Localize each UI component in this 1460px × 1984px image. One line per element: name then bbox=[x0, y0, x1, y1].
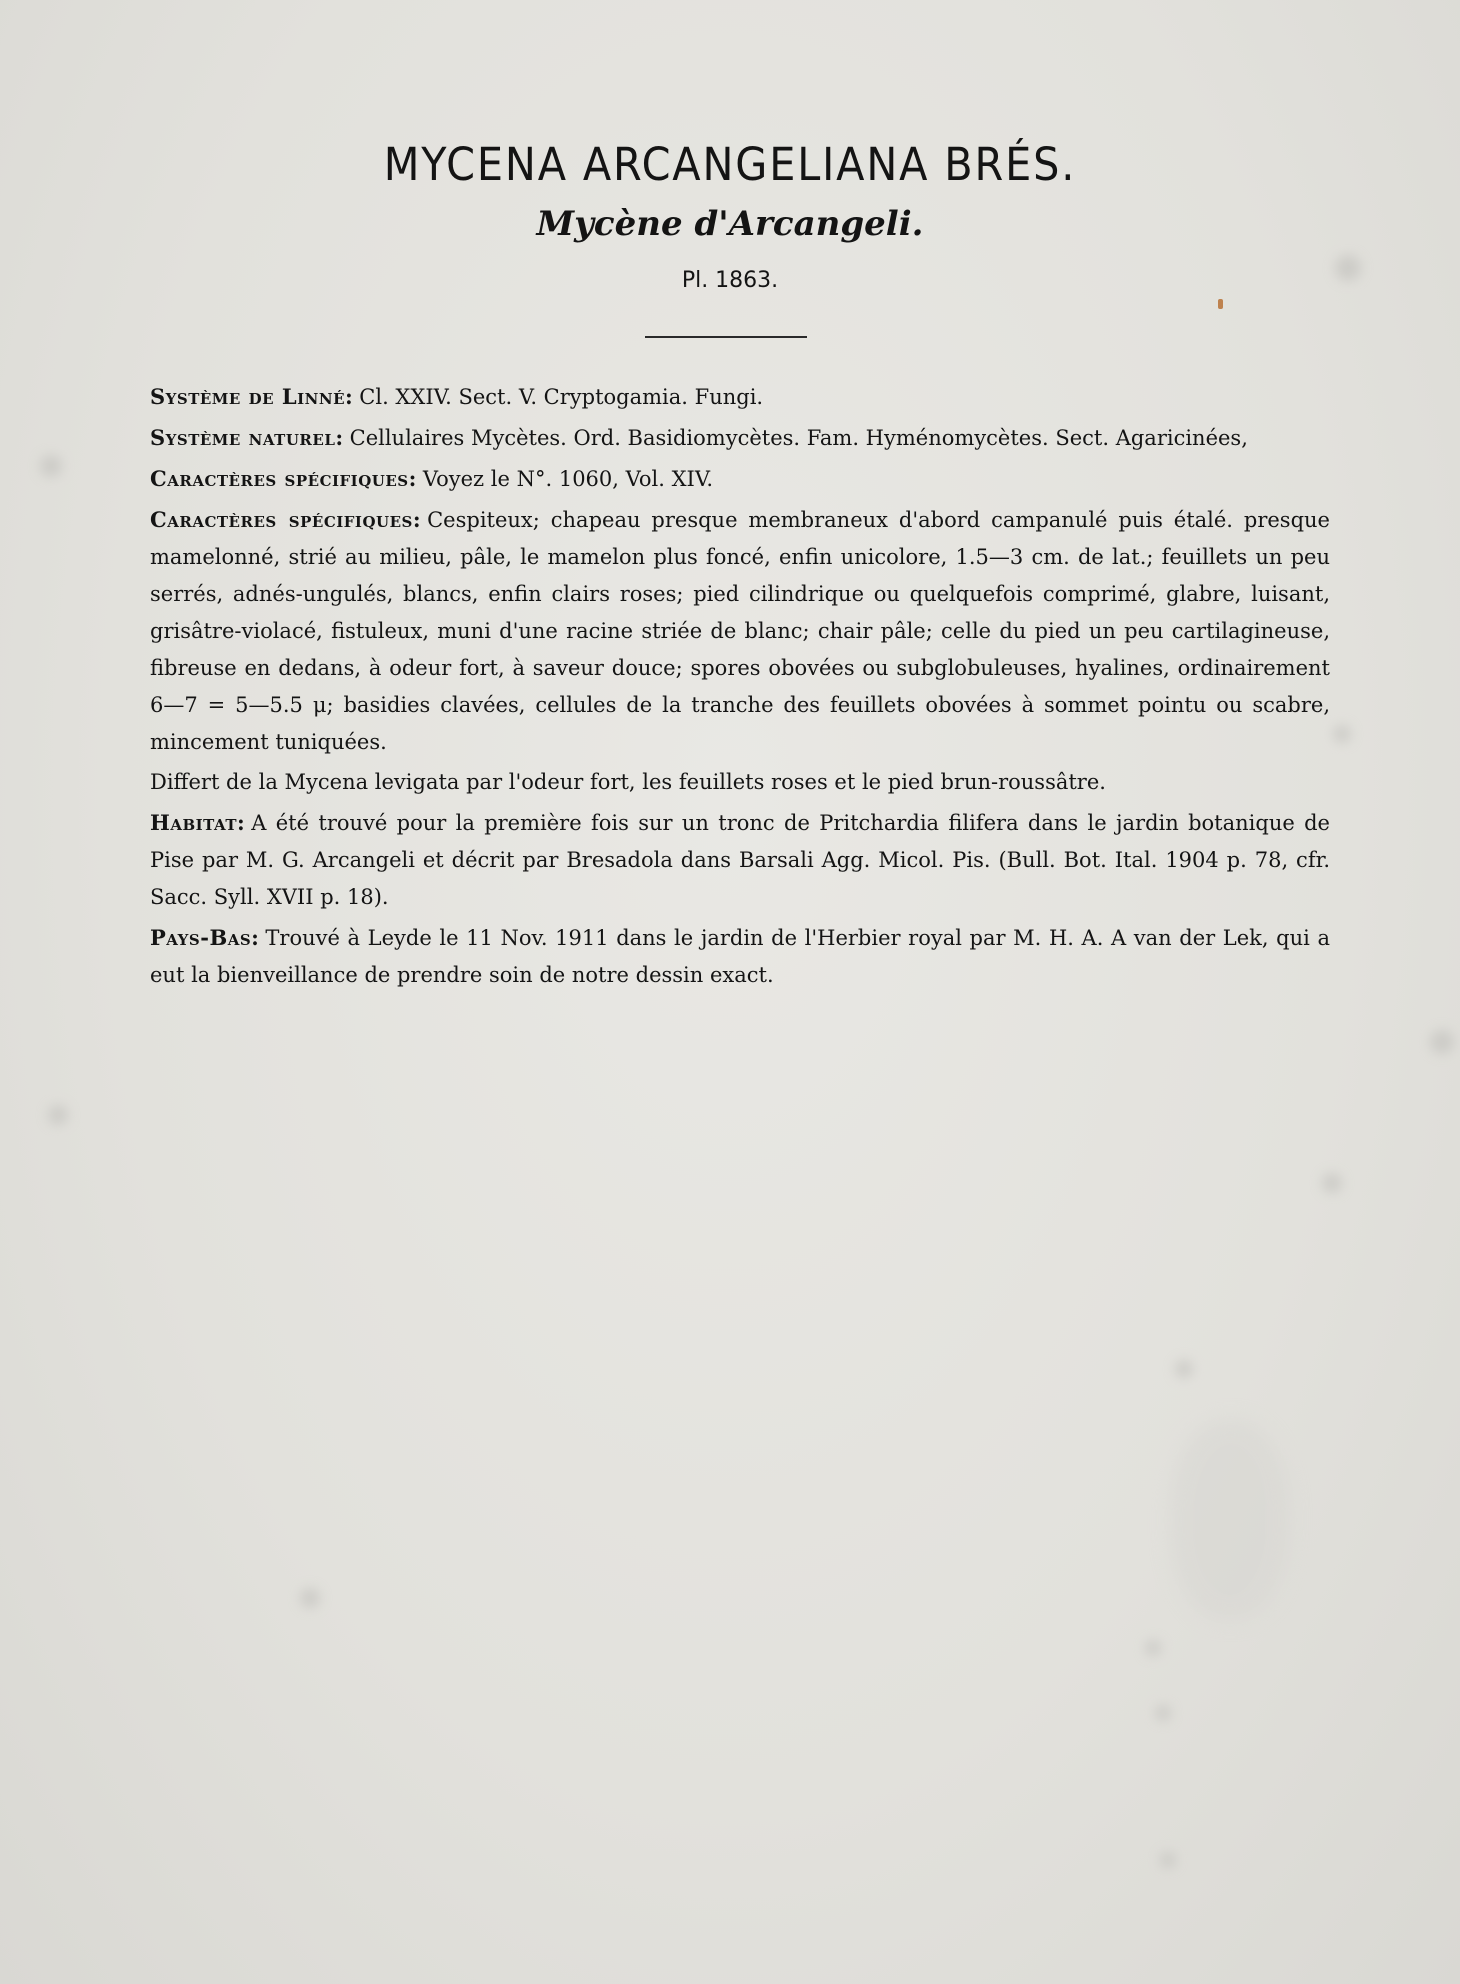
paragraph-label: Système naturel: bbox=[150, 425, 344, 450]
paragraph-label: Pays-Bas: bbox=[150, 925, 260, 950]
paragraph-natural-system bbox=[150, 419, 1330, 457]
paragraph-differs bbox=[150, 764, 1330, 801]
title-divider bbox=[645, 336, 807, 338]
paragraph-netherlands bbox=[150, 919, 1330, 994]
paragraph-label: Caractères spécifiques: bbox=[150, 507, 422, 532]
paragraph-text: A été trouvé pour la première fois sur un tronc de Pritchardia filifera dans le jardin botanique de Pise par M. G. Arcangeli et décrit par Bresadola dans Barsali Agg. Micol. Pis. (Bull. Bot. Ital. 1904 p. 78, cfr. Sacc. Syll. XVII p. 18). bbox=[150, 811, 1330, 909]
species-title: MYCENA ARCANGELIANA BRÉS. bbox=[383, 138, 1077, 191]
paper-stain bbox=[1175, 1360, 1193, 1378]
paragraph-text: Voyez le N°. 1060, Vol. XIV. bbox=[422, 467, 713, 491]
paragraph-specific-characters-ref bbox=[150, 460, 1330, 498]
description-body bbox=[150, 378, 1330, 997]
paragraph-habitat bbox=[150, 804, 1330, 916]
paragraph-text: Differt de la Mycena levigata par l'odeur fort, les feuillets roses et le pied brun-roussâtre. bbox=[150, 770, 1106, 794]
paper-stain bbox=[40, 455, 62, 477]
paragraph-text: Cellulaires Mycètes. Ord. Basidiomycètes. Fam. Hyménomycètes. Sect. Agaricinées, bbox=[349, 426, 1248, 450]
paragraph-label: Habitat: bbox=[150, 810, 246, 835]
paragraph-text: Cespiteux; chapeau presque membraneux d'abord campanulé puis étalé. presque mamelonné, strié au milieu, pâle, le mamelon plus foncé, enfin unicolore, 1.5—3 cm. de lat.; feuillets un peu serrés, adnés-ungulés, blancs, enfin clairs roses; pied cilindrique ou quelquefois comprimé, glabre, luisant, grisâtre-violacé, fistuleux, muni d'une racine striée de blanc; chair pâle; celle du pied un peu cartilagineuse, fibreuse en dedans, à odeur fort, à saveur douce; spores obovées ou subglobuleuses, hyalines, ordinairement 6—7 = 5—5.5 μ; basidies clavées, cellules de la tranche des feuillets obovées à sommet pointu ou scabre, mincement tuniquées. bbox=[150, 508, 1330, 754]
paper-stain bbox=[1322, 1173, 1342, 1193]
paper-stain bbox=[1430, 1030, 1454, 1054]
paper-stain bbox=[300, 1588, 320, 1608]
paragraph-linnaean-system bbox=[150, 378, 1330, 416]
paper-stain bbox=[1145, 1640, 1161, 1656]
paragraph-text: Cl. XXIV. Sect. V. Cryptogamia. Fungi. bbox=[359, 385, 764, 409]
bleed-through-shadow bbox=[1170, 1420, 1290, 1620]
species-common-name: Mycène d'Arcangeli. bbox=[536, 204, 924, 244]
plate-number: Pl. 1863. bbox=[681, 268, 779, 293]
paragraph-specific-characters bbox=[150, 501, 1330, 761]
paragraph-label: Système de Linné: bbox=[150, 384, 354, 409]
ink-mark bbox=[1218, 299, 1223, 309]
paper-stain bbox=[1155, 1705, 1171, 1721]
paper-stain bbox=[1160, 1852, 1176, 1868]
paper-stain bbox=[1333, 725, 1351, 743]
paper-stain bbox=[48, 1105, 68, 1125]
paragraph-label: Caractères spécifiques: bbox=[150, 466, 417, 491]
paragraph-text: Trouvé à Leyde le 11 Nov. 1911 dans le jardin de l'Herbier royal par M. H. A. A van der Lek, qui a eut la bienveillance de prendre soin de notre dessin exact. bbox=[150, 926, 1330, 987]
